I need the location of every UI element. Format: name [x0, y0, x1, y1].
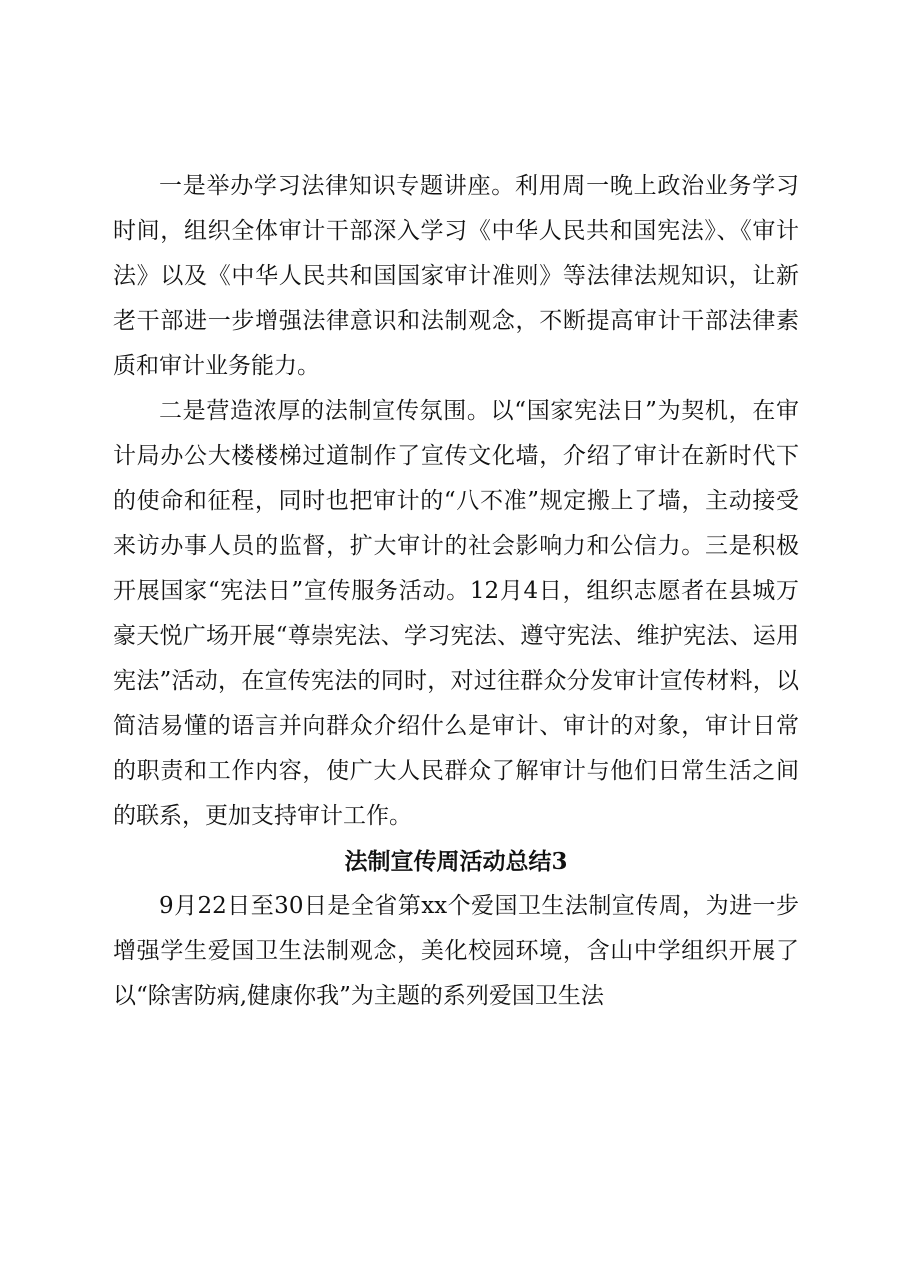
document-body: [113, 164, 799, 1019]
paragraph-publicity: 二是营造浓厚的法制宣传氛围。以“国家宪法日”为契机，在审计局办公大楼楼梯过道制作了宣传文化墙，介绍了审计在新时代下的使命和征程，同时也把审计的“八不准”规定搬上了墙，主动接受来访办事人员的监督，扩大审计的社会影响力和公信力。三是积极开展国家“宪法日”宣传服务活动。12月4日，组织志愿者在县城万豪天悦广场开展“尊崇宪法、学习宪法、遵守宪法、维护宪法、运用宪法”活动，在宣传宪法的同时，对过往群众分发审计宣传材料，以简洁易懂的语言并向群众介绍什么是审计、审计的对象，审计日常的职责和工作内容，使广大人民群众了解审计与他们日常生活之间的联系，更加支持审计工作。: [113, 398, 799, 829]
section-heading: 法制宣传周活动总结3: [344, 848, 568, 875]
paragraph-lecture: 一是举办学习法律知识专题讲座。利用周一晚上政治业务学习时间，组织全体审计干部深入学习《中华人民共和国宪法》、《审计法》以及《中华人民共和国国家审计准则》等法律法规知识，让新老干部进一步增强法律意识和法制观念，不断提高审计干部法律素质和审计业务能力。: [113, 173, 799, 379]
paragraph-health-week: 9月22日至30日是全省第xx个爱国卫生法制宣传周，为进一步增强学生爱国卫生法制观念，美化校园环境，含山中学组织开展了以“除害防病,健康你我”为主题的系列爱国卫生法: [113, 893, 799, 1009]
